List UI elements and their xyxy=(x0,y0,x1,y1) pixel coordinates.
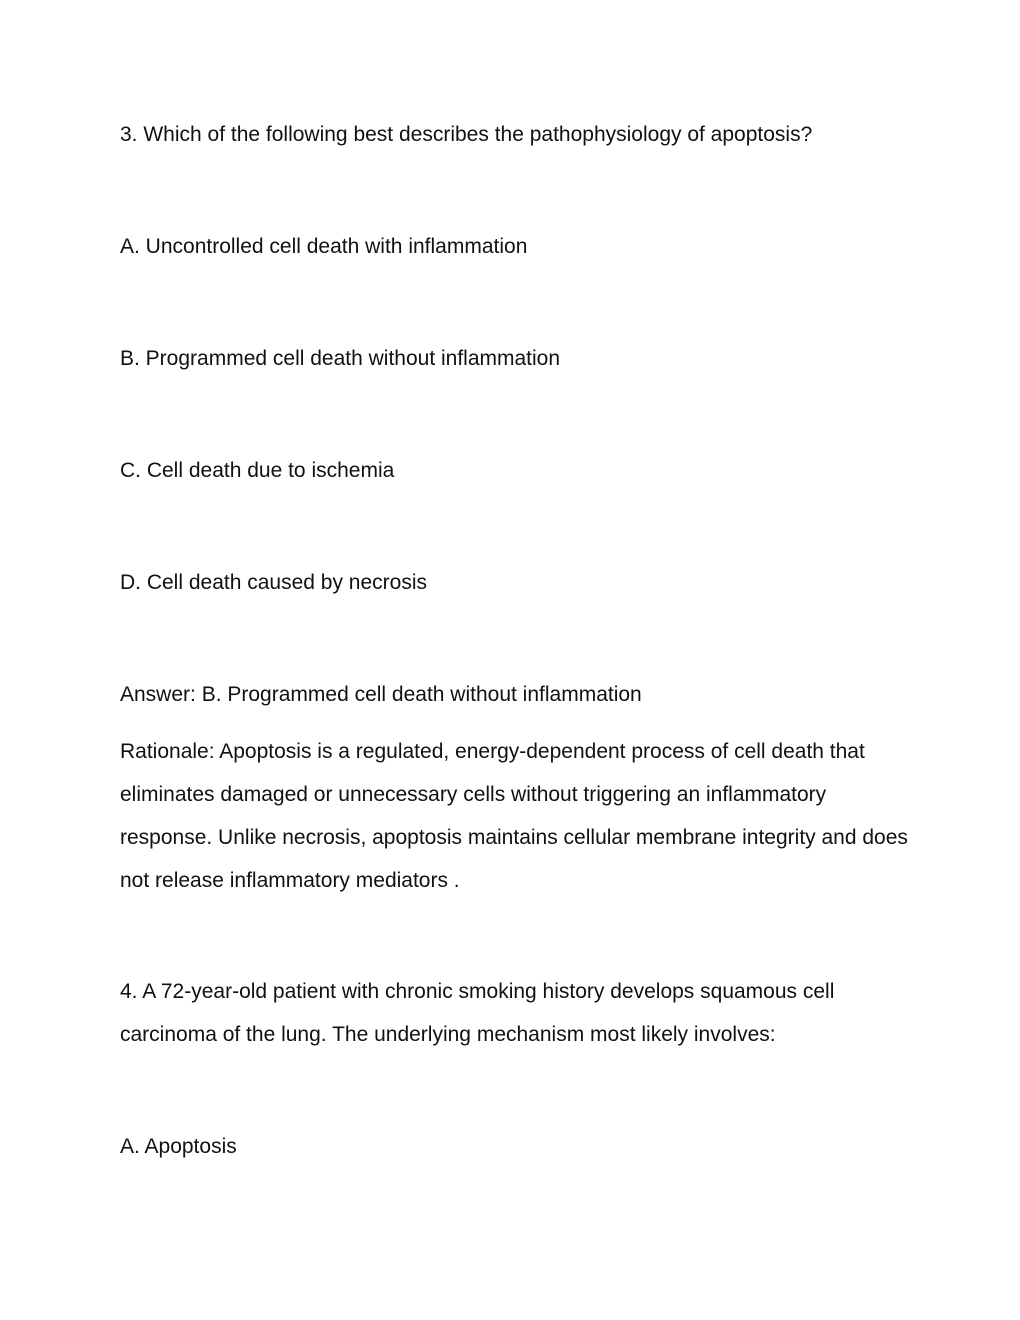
question-3-text: 3. Which of the following best describes the pathophysiology of apoptosis? xyxy=(120,123,813,146)
question-3-answer: Answer: B. Programmed cell death without inflammation xyxy=(120,683,642,706)
question-4-option-a: A. Apoptosis xyxy=(120,1135,237,1158)
question-3-option-b: B. Programmed cell death without inflammation xyxy=(120,347,561,370)
question-3-rationale: Rationale: Apoptosis is a regulated, energy-dependent process of cell death that eliminates damaged or unnecessary cells without triggering an inflammatory response. Unlike necrosis, apoptosis maintains cellular membrane integrity and does not release inflammatory mediators . xyxy=(120,740,908,892)
question-4-text: 4. A 72-year-old patient with chronic smoking history develops squamous cell carcinoma of the lung. The underlying mechanism most likely involves: xyxy=(120,980,835,1046)
question-3-option-a: A. Uncontrolled cell death with inflammation xyxy=(120,235,528,258)
question-3-option-d: D. Cell death caused by necrosis xyxy=(120,571,427,594)
question-3-option-c: C. Cell death due to ischemia xyxy=(120,459,395,482)
